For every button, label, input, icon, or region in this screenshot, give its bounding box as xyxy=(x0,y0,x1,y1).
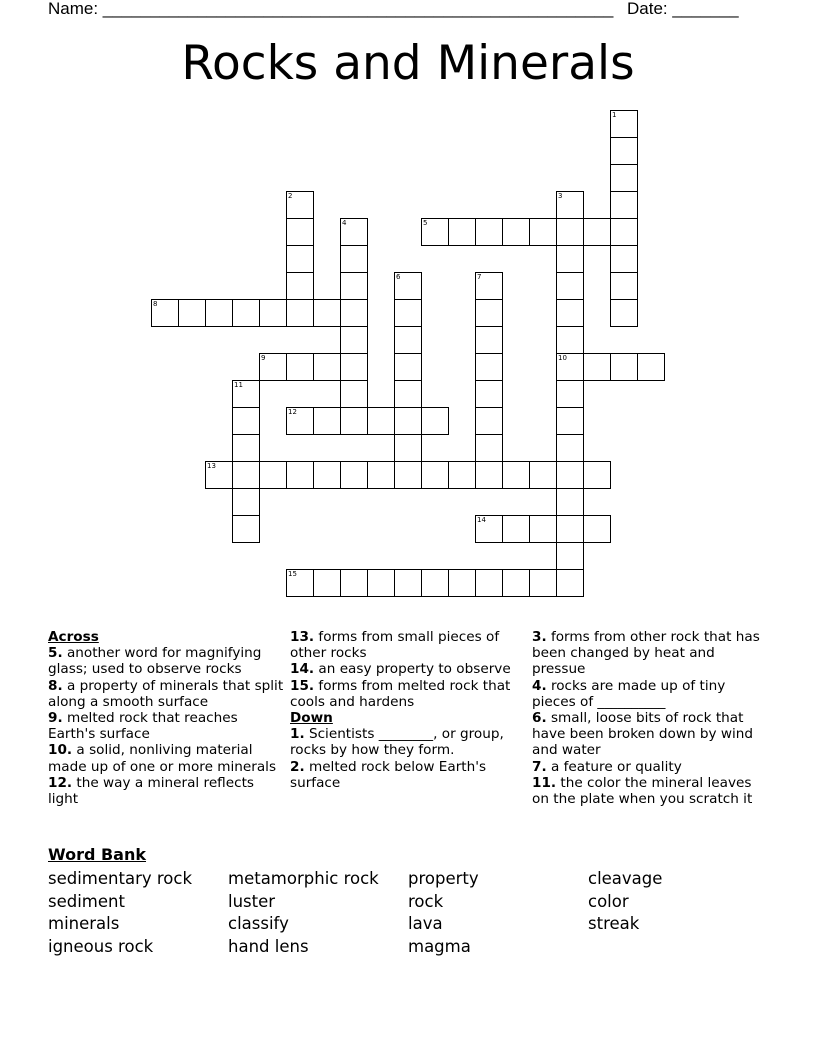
clue-down-6: 6. small, loose bits of rock that have been broken down by wind and water xyxy=(532,710,754,759)
crossword-cell[interactable] xyxy=(421,407,449,435)
crossword-cell[interactable] xyxy=(556,272,584,300)
clue-across-5: 5. another word for magnifying glass; used to observe rocks xyxy=(48,645,262,678)
name-field-label[interactable]: Name: ______________________________________________________ xyxy=(48,0,614,18)
down-heading: Down xyxy=(290,710,333,727)
word-bank-item: sediment xyxy=(48,891,125,911)
crossword-cell[interactable] xyxy=(340,272,368,300)
crossword-cell[interactable] xyxy=(313,461,341,489)
crossword-cell[interactable] xyxy=(394,461,422,489)
word-bank-item: hand lens xyxy=(228,936,309,956)
crossword-cell[interactable] xyxy=(286,407,314,435)
crossword-cell[interactable] xyxy=(340,218,368,246)
clue-number: 1 xyxy=(612,111,617,119)
crossword-cell[interactable] xyxy=(610,272,638,300)
crossword-cell[interactable] xyxy=(475,326,503,354)
crossword-cell[interactable] xyxy=(313,569,341,597)
crossword-cell[interactable] xyxy=(475,461,503,489)
clue-across-10: 10. a solid, nonliving material made up of one or more minerals xyxy=(48,742,277,775)
crossword-cell[interactable] xyxy=(232,515,260,543)
crossword-cell[interactable] xyxy=(394,407,422,435)
crossword-cell[interactable] xyxy=(610,164,638,192)
clue-number: 7 xyxy=(477,273,482,281)
clue-down-11: 11. the color the mineral leaves on the plate when you scratch it xyxy=(532,774,753,808)
crossword-cell[interactable] xyxy=(340,326,368,354)
crossword-cell[interactable] xyxy=(394,380,422,408)
clue-down-3: 3. forms from other rock that has been changed by heat and pressue xyxy=(532,629,760,678)
crossword-cell[interactable] xyxy=(421,461,449,489)
clue-number: 2 xyxy=(288,192,293,200)
clue-across-13: 13. forms from small pieces of other rocks xyxy=(290,629,500,662)
crossword-cell[interactable] xyxy=(556,218,584,246)
crossword-cell[interactable] xyxy=(394,353,422,381)
word-bank-item: cleavage xyxy=(588,869,663,888)
word-bank-column-3 xyxy=(408,868,479,958)
clue-number: 5 xyxy=(423,219,428,227)
crossword-cell[interactable] xyxy=(286,218,314,246)
crossword-cell[interactable] xyxy=(259,461,287,489)
clue-number: 4 xyxy=(342,219,347,227)
header xyxy=(48,0,748,20)
crossword-cell[interactable] xyxy=(367,407,395,435)
crossword-cell[interactable] xyxy=(475,569,503,597)
crossword-cell[interactable] xyxy=(340,407,368,435)
crossword-cell[interactable] xyxy=(556,488,584,516)
crossword-cell[interactable] xyxy=(475,434,503,462)
crossword-cell[interactable] xyxy=(340,380,368,408)
clue-number: 11 xyxy=(234,381,243,389)
clue-down-4: 4. rocks are made up of tiny pieces of __________ xyxy=(532,677,726,710)
clue-number: 8 xyxy=(153,300,158,308)
crossword-cell[interactable] xyxy=(610,299,638,327)
crossword-cell[interactable] xyxy=(610,218,638,246)
clue-down-7: 7. a feature or quality xyxy=(532,758,682,775)
crossword-cell[interactable] xyxy=(556,515,584,543)
clue-across-12: 12. the way a mineral reflects light xyxy=(48,774,254,808)
crossword-cell[interactable] xyxy=(448,218,476,246)
crossword-cell[interactable] xyxy=(313,353,341,381)
crossword-cell[interactable] xyxy=(610,137,638,165)
word-bank-item: sedimentary rock xyxy=(48,869,193,888)
crossword-cell[interactable] xyxy=(529,218,557,246)
crossword-cell[interactable] xyxy=(394,326,422,354)
crossword-cell[interactable] xyxy=(502,218,530,246)
clue-number: 6 xyxy=(396,273,401,281)
clue-down-1: 1. Scientists ________, or group, rocks by how they form. xyxy=(290,726,504,759)
clue-number: 15 xyxy=(288,570,297,578)
crossword-cell[interactable] xyxy=(610,191,638,219)
crossword-cell[interactable] xyxy=(421,218,449,246)
word-bank-item: color xyxy=(588,891,629,911)
crossword-cell[interactable] xyxy=(448,569,476,597)
crossword-cell[interactable] xyxy=(475,515,503,543)
date-field-label[interactable]: Date: _______ xyxy=(627,0,739,18)
crossword-cell[interactable] xyxy=(259,299,287,327)
crossword-cell[interactable] xyxy=(205,299,233,327)
clues-column-2 xyxy=(290,629,524,791)
crossword-cell[interactable] xyxy=(178,299,206,327)
crossword-cell[interactable] xyxy=(556,245,584,273)
page-title: Rocks and Minerals xyxy=(181,36,635,91)
clue-number: 9 xyxy=(261,354,266,362)
word-bank-item: magma xyxy=(408,936,471,956)
crossword-cell[interactable] xyxy=(340,245,368,273)
clue-down-2: 2. melted rock below Earth's surface xyxy=(290,758,487,791)
crossword-cell[interactable] xyxy=(556,191,584,219)
crossword-cell[interactable] xyxy=(529,569,557,597)
word-bank-item: classify xyxy=(228,914,289,933)
crossword-cell[interactable] xyxy=(286,272,314,300)
crossword-cell[interactable] xyxy=(583,515,611,543)
crossword-cell[interactable] xyxy=(151,299,179,327)
crossword-cell[interactable] xyxy=(475,299,503,327)
crossword-cell[interactable] xyxy=(529,515,557,543)
crossword-cell[interactable] xyxy=(475,218,503,246)
crossword-cell[interactable] xyxy=(556,299,584,327)
crossword-cell[interactable] xyxy=(286,191,314,219)
crossword-cell[interactable] xyxy=(340,569,368,597)
crossword-cell[interactable] xyxy=(475,407,503,435)
clue-number: 14 xyxy=(477,516,486,524)
crossword-cell[interactable] xyxy=(286,569,314,597)
clue-across-8: 8. a property of minerals that split along a smooth surface xyxy=(48,677,284,710)
word-bank-column-2 xyxy=(228,868,379,958)
crossword-cell[interactable] xyxy=(502,515,530,543)
crossword-cell[interactable] xyxy=(313,299,341,327)
crossword-cell[interactable] xyxy=(232,299,260,327)
crossword-cell[interactable] xyxy=(529,461,557,489)
crossword-cell[interactable] xyxy=(556,461,584,489)
crossword-cell[interactable] xyxy=(502,569,530,597)
word-bank-item: streak xyxy=(588,914,640,933)
crossword-cell[interactable] xyxy=(475,353,503,381)
crossword-cell[interactable] xyxy=(286,461,314,489)
crossword-cell[interactable] xyxy=(340,461,368,489)
crossword-cell[interactable] xyxy=(259,353,287,381)
crossword-cell[interactable] xyxy=(394,272,422,300)
clues-column-1 xyxy=(48,629,284,807)
crossword-cell[interactable] xyxy=(394,299,422,327)
crossword-cell[interactable] xyxy=(367,569,395,597)
crossword-cell[interactable] xyxy=(475,380,503,408)
clues-column-3 xyxy=(532,629,768,807)
crossword-cell[interactable] xyxy=(232,461,260,489)
word-bank-column-4 xyxy=(588,868,662,936)
crossword-cell[interactable] xyxy=(232,434,260,462)
crossword-cell[interactable] xyxy=(556,353,584,381)
crossword-cell[interactable] xyxy=(286,353,314,381)
crossword-cell[interactable] xyxy=(421,569,449,597)
crossword-cell[interactable] xyxy=(556,407,584,435)
crossword-cell[interactable] xyxy=(583,461,611,489)
crossword-cell[interactable] xyxy=(232,380,260,408)
across-heading: Across xyxy=(48,629,99,645)
word-bank-item: rock xyxy=(408,891,444,911)
crossword-cell[interactable] xyxy=(394,434,422,462)
crossword-cell[interactable] xyxy=(610,110,638,138)
crossword-cell[interactable] xyxy=(394,569,422,597)
crossword-cell[interactable] xyxy=(583,218,611,246)
crossword-cell[interactable] xyxy=(448,461,476,489)
crossword-cell[interactable] xyxy=(556,380,584,408)
crossword-cell[interactable] xyxy=(556,542,584,570)
crossword-cell[interactable] xyxy=(286,299,314,327)
word-bank-column-1 xyxy=(48,868,192,958)
word-bank-item: metamorphic rock xyxy=(228,869,379,888)
crossword-cell[interactable] xyxy=(232,488,260,516)
clue-across-9: 9. melted rock that reaches Earth's surface xyxy=(48,710,238,743)
clue-number: 13 xyxy=(207,462,216,470)
crossword-cell[interactable] xyxy=(232,407,260,435)
word-bank-item: property xyxy=(408,869,479,888)
crossword-cell[interactable] xyxy=(367,461,395,489)
crossword-cell[interactable] xyxy=(556,434,584,462)
clue-number: 3 xyxy=(558,192,563,200)
crossword-cell[interactable] xyxy=(556,326,584,354)
word-bank-item: minerals xyxy=(48,914,120,933)
crossword-cell[interactable] xyxy=(583,353,611,381)
crossword-cell[interactable] xyxy=(502,461,530,489)
clue-number: 10 xyxy=(558,354,567,362)
crossword-cell[interactable] xyxy=(556,569,584,597)
crossword-cell[interactable] xyxy=(637,353,665,381)
clue-number: 12 xyxy=(288,408,297,416)
clue-across-14: 14. an easy property to observe xyxy=(290,661,511,678)
clue-across-15: 15. forms from melted rock that cools and hardens xyxy=(290,677,511,710)
word-bank-item: lava xyxy=(408,914,443,933)
word-bank-title: Word Bank xyxy=(48,845,147,864)
crossword-cell[interactable] xyxy=(205,461,233,489)
crossword-cell[interactable] xyxy=(313,407,341,435)
crossword-cell[interactable] xyxy=(610,245,638,273)
crossword-cell[interactable] xyxy=(610,353,638,381)
word-bank-item: igneous rock xyxy=(48,936,154,956)
crossword-cell[interactable] xyxy=(340,299,368,327)
crossword-cell[interactable] xyxy=(286,245,314,273)
crossword-cell[interactable] xyxy=(475,272,503,300)
crossword-cell[interactable] xyxy=(340,353,368,381)
word-bank-item: luster xyxy=(228,891,276,911)
